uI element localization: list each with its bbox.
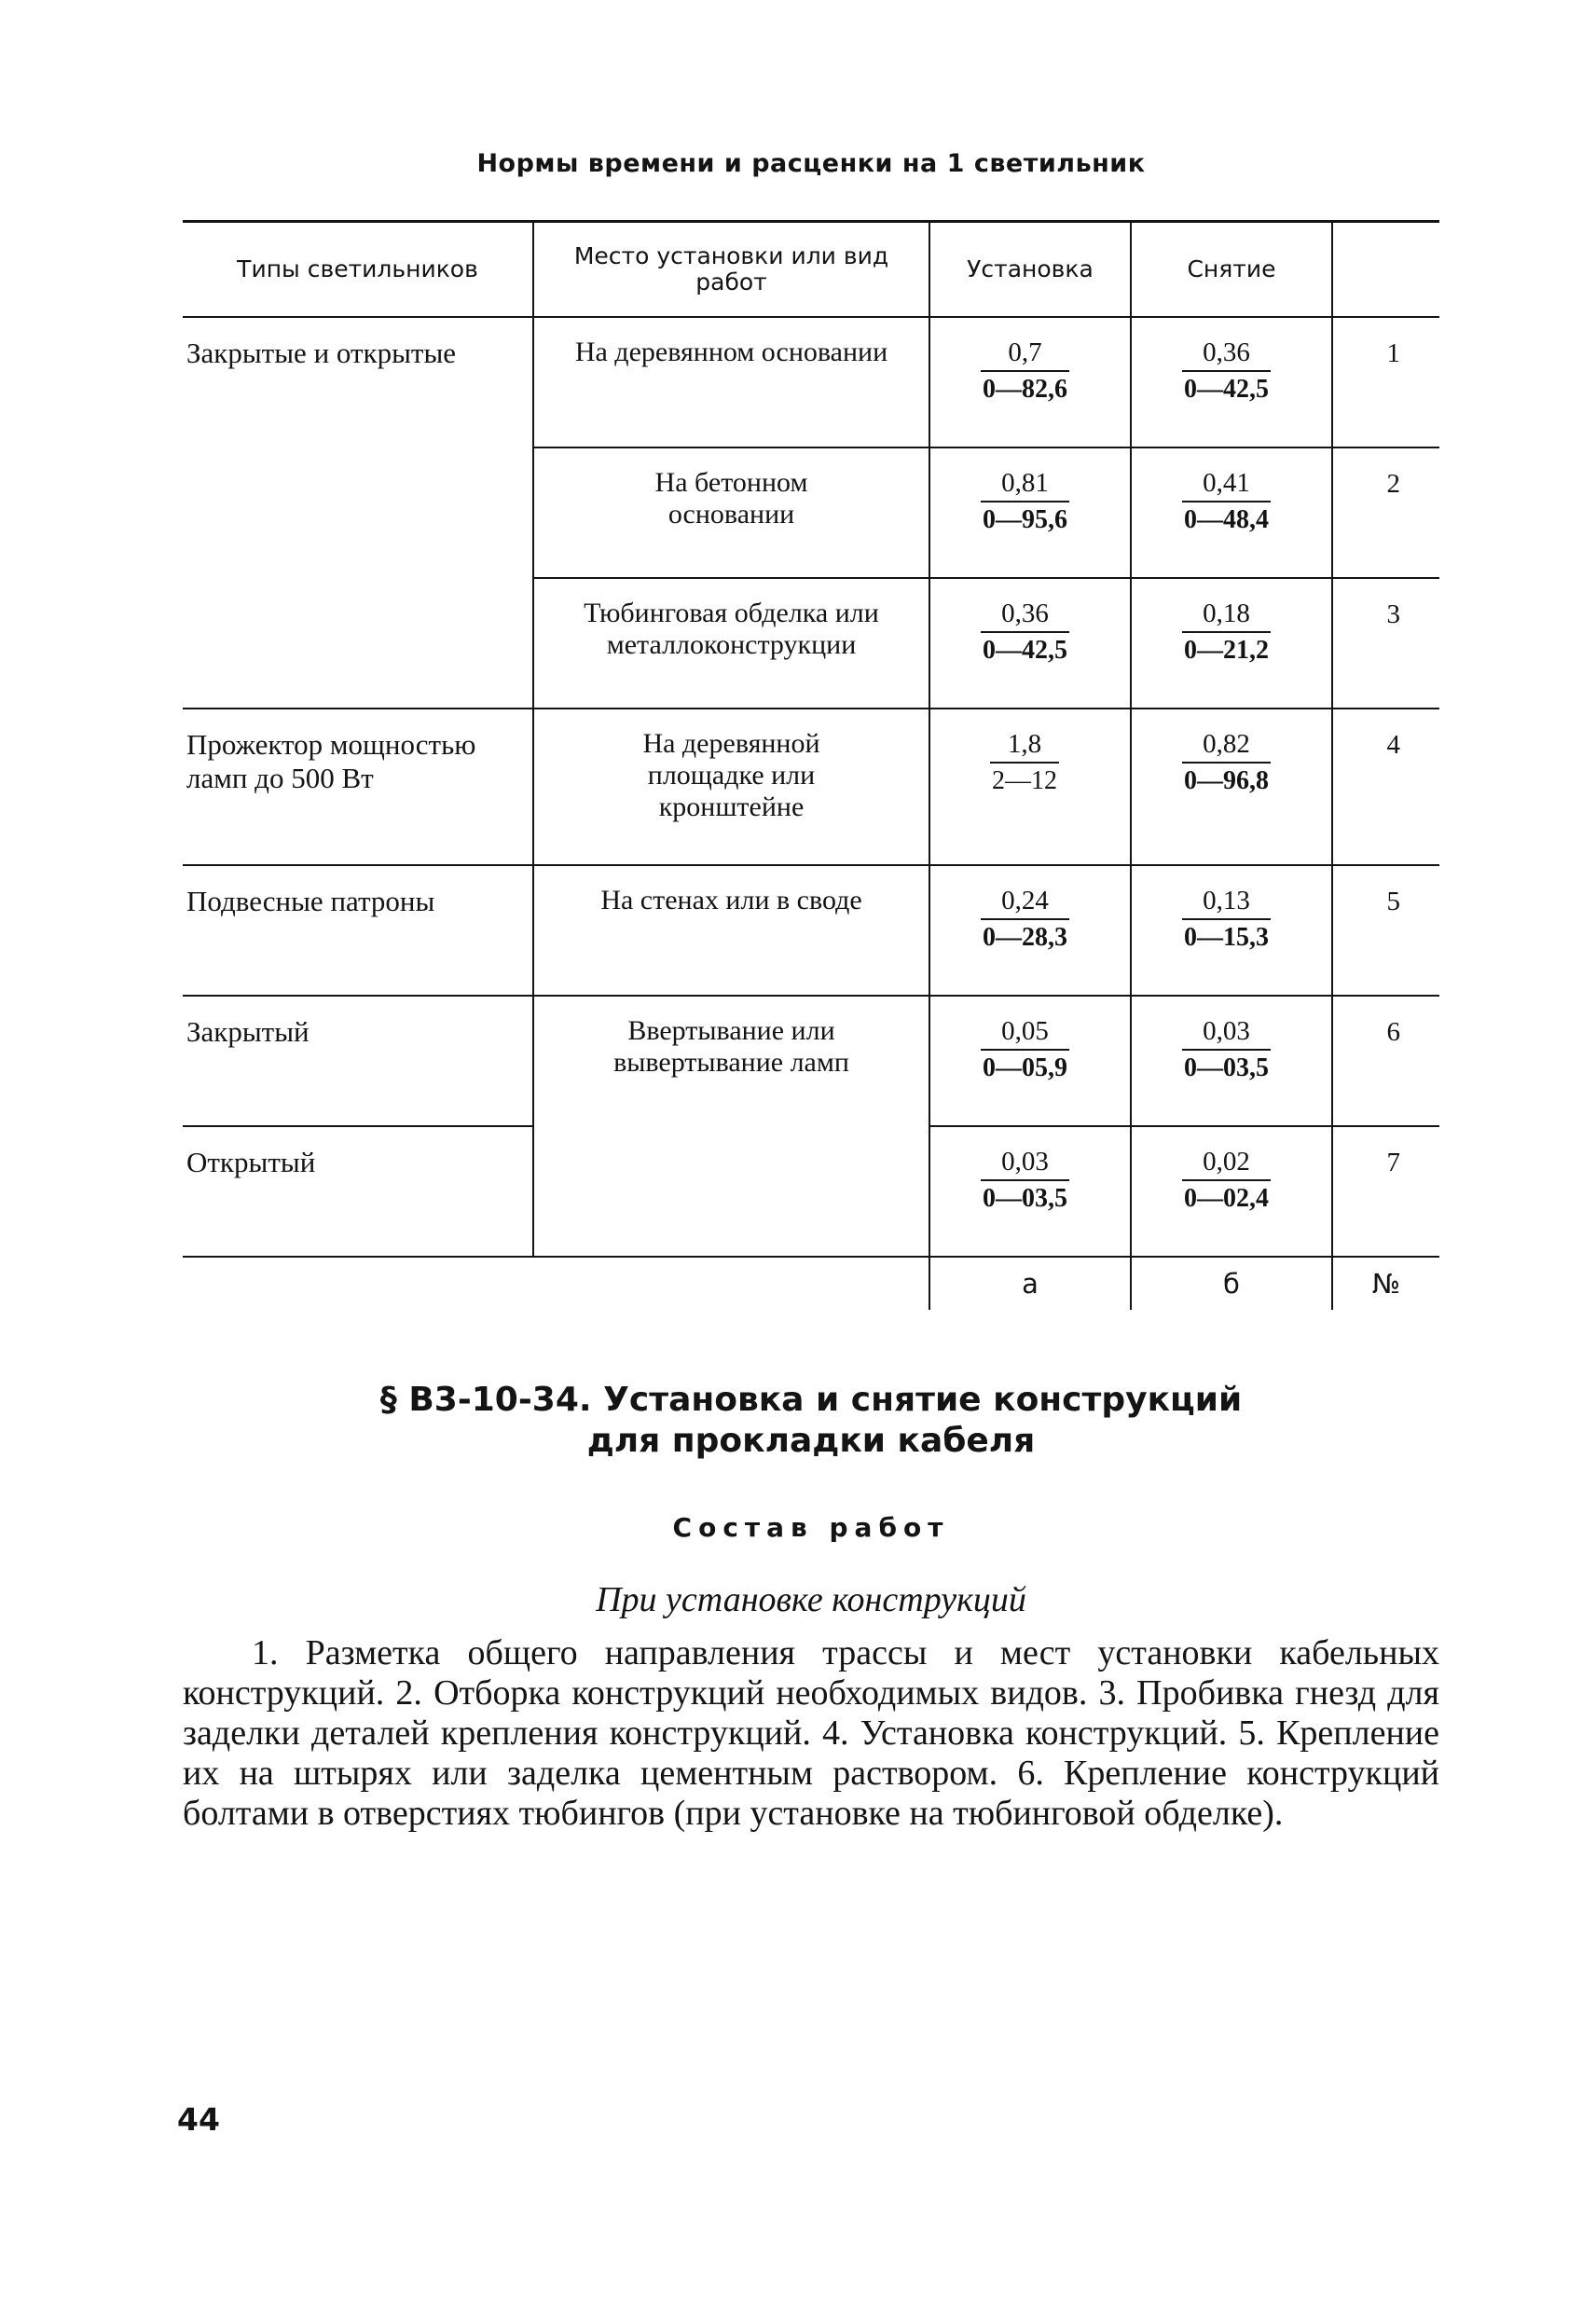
removal-fraction [1182,885,1271,956]
table-row [183,996,1439,1126]
install-time: 0,24 [981,885,1069,920]
install-cell [929,865,1131,996]
place-cell: Ввертывание или вывертывание ламп [533,996,929,1257]
install-price: 0—28,3 [983,923,1067,952]
removal-fraction [1182,1146,1271,1217]
install-price: 0—05,9 [983,1053,1067,1082]
header-number [1332,222,1439,318]
install-price: 0—42,5 [983,636,1067,665]
section-heading-line2: для прокладки кабеля [586,1422,1036,1460]
install-time: 0,05 [981,1015,1069,1051]
install-price: 2—12 [992,766,1057,795]
header-install: Установка [929,222,1131,318]
table-row [183,709,1439,865]
page-number: 44 [177,2101,220,2138]
install-price: 0—95,6 [983,505,1067,534]
install-cell [929,578,1131,709]
type-cell: Закрытый [183,996,533,1126]
removal-fraction [1182,1015,1271,1086]
place-cell: На деревянном основании [533,317,929,447]
install-cell [929,317,1131,447]
install-time: 0,81 [981,467,1069,502]
removal-price: 0—02,4 [1184,1184,1269,1213]
row-number: 7 [1332,1126,1439,1257]
removal-price: 0—03,5 [1184,1053,1269,1082]
install-cell [929,996,1131,1126]
install-time: 0,03 [981,1146,1069,1181]
install-time: 0,36 [981,598,1069,633]
install-cell [929,447,1131,578]
body-paragraph: 1. Разметка общего направления трассы и мест установки кабельных конструкций. 2. Отборка конструкций необходимых видов. 3. Пробивка гнезд для заделки деталей крепления конструкций. 4. Установка конструкций. 5. Крепление их на штырях или заделка цементным раствором. 6. Крепление конструкций болтами в отверстиях тюбингов (при установке на тюбинговой обделке). [183,1633,1439,1833]
footer-empty-type [183,1257,533,1310]
table-title: Нормы времени и расценки на 1 светильник [476,149,1146,178]
type-cell: Прожектор мощностью ламп до 500 Вт [183,709,533,865]
removal-fraction [1182,337,1271,407]
install-fraction [981,467,1069,538]
sub-heading: Состав работ [672,1512,950,1543]
place-cell: Тюбинговая обделка или металлоконструкции [533,578,929,709]
install-fraction [981,1146,1069,1217]
removal-fraction [1182,728,1271,799]
removal-price: 0—15,3 [1184,923,1269,952]
install-fraction [981,598,1069,668]
type-cell: Подвесные патроны [183,865,533,996]
section-heading-line1: § В3-10-34. Установка и снятие конструкций [379,1381,1243,1419]
norms-table [183,220,1439,1310]
removal-cell [1131,578,1332,709]
removal-time: 0,03 [1182,1015,1271,1051]
removal-fraction [1182,467,1271,538]
place-cell: На деревянной площадке или кронштейне [533,709,929,865]
removal-time: 0,02 [1182,1146,1271,1181]
header-type: Типы светильников [183,222,533,318]
header-place: Место установки или вид работ [533,222,929,318]
place-cell: На стенах или в своде [533,865,929,996]
install-fraction [981,1015,1069,1086]
section-heading [183,1380,1439,1462]
removal-cell [1131,447,1332,578]
install-time: 0,7 [981,337,1069,372]
type-cell: Открытый [183,1126,533,1257]
install-cell [929,1126,1131,1257]
row-number: 2 [1332,447,1439,578]
removal-time: 0,41 [1182,467,1271,502]
row-number: 3 [1332,578,1439,709]
footer-empty-place [533,1257,929,1310]
row-number: 6 [1332,996,1439,1126]
footer-number: № [1332,1257,1439,1310]
install-price: 0—82,6 [983,375,1067,404]
removal-cell [1131,317,1332,447]
footer-install: а [929,1257,1131,1310]
removal-time: 0,36 [1182,337,1271,372]
removal-price: 0—42,5 [1184,375,1269,404]
removal-time: 0,18 [1182,598,1271,633]
italic-heading: При установке конструкций [596,1580,1026,1619]
table-header-row [183,222,1439,318]
install-time: 1,8 [990,728,1059,764]
table-row [183,317,1439,447]
row-number: 4 [1332,709,1439,865]
header-removal: Снятие [1131,222,1332,318]
removal-cell [1131,996,1332,1126]
place-cell: На бетонном основании [533,447,929,578]
removal-fraction [1182,598,1271,668]
removal-cell [1131,865,1332,996]
install-cell [929,709,1131,865]
removal-price: 0—48,4 [1184,505,1269,534]
row-number: 1 [1332,317,1439,447]
removal-time: 0,82 [1182,728,1271,764]
removal-cell [1131,709,1332,865]
type-cell: Закрытые и открытые [183,317,533,709]
install-fraction [981,337,1069,407]
table-row [183,865,1439,996]
removal-price: 0—96,8 [1184,766,1269,795]
install-fraction [981,885,1069,956]
removal-price: 0—21,2 [1184,636,1269,665]
removal-time: 0,13 [1182,885,1271,920]
footer-removal: б [1131,1257,1332,1310]
install-price: 0—03,5 [983,1184,1067,1213]
row-number: 5 [1332,865,1439,996]
column-footer-row [183,1257,1439,1310]
install-fraction [990,728,1059,799]
removal-cell [1131,1126,1332,1257]
